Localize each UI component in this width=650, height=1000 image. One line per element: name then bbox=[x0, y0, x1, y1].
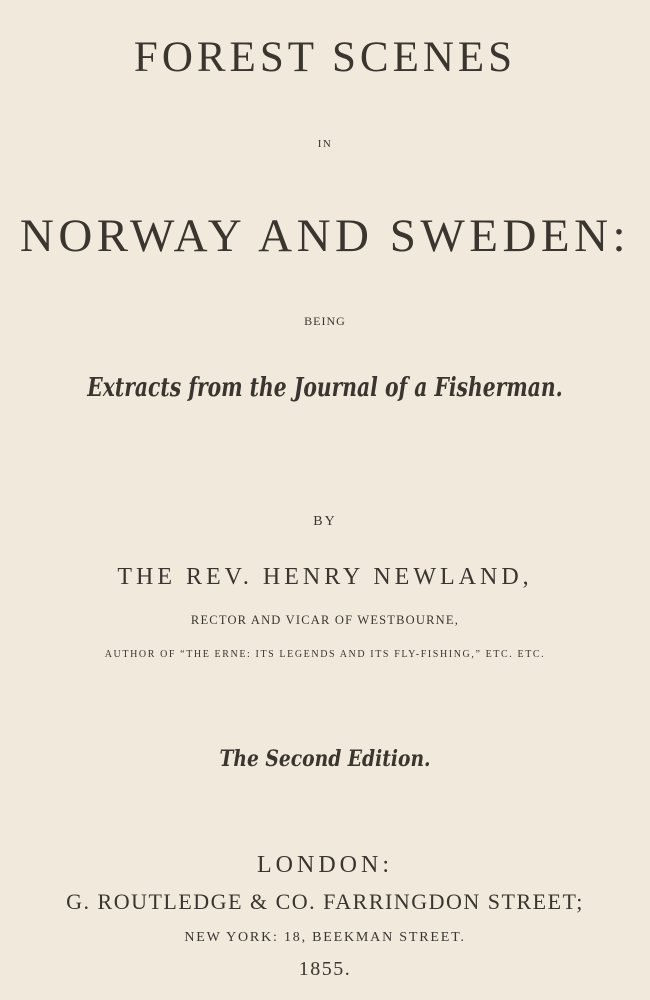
imprint-year: 1855. bbox=[298, 958, 352, 980]
connector-in: IN bbox=[317, 138, 333, 150]
imprint-place: LONDON: bbox=[257, 852, 393, 878]
connector-being: BEING bbox=[304, 314, 346, 328]
edition-statement: The Second Edition. bbox=[219, 746, 431, 772]
title-line-1: FOREST SCENES bbox=[133, 34, 517, 81]
author-position: RECTOR AND VICAR OF WESTBOURNE, bbox=[190, 613, 460, 627]
connector-by: BY bbox=[313, 514, 337, 529]
imprint-publisher: G. ROUTLEDGE & CO. FARRINGDON STREET; bbox=[66, 889, 584, 914]
imprint-newyork: NEW YORK: 18, BEEKMAN STREET. bbox=[184, 930, 466, 945]
author-works: AUTHOR OF “THE ERNE: ITS LEGENDS AND ITS FLY-FISHING,” ETC. ETC. bbox=[104, 649, 546, 660]
author-name: THE REV. HENRY NEWLAND, bbox=[117, 564, 533, 590]
subtitle: Extracts from the Journal of a Fisherman. bbox=[87, 373, 563, 403]
title-line-2: NORWAY AND SWEDEN: bbox=[19, 210, 631, 262]
